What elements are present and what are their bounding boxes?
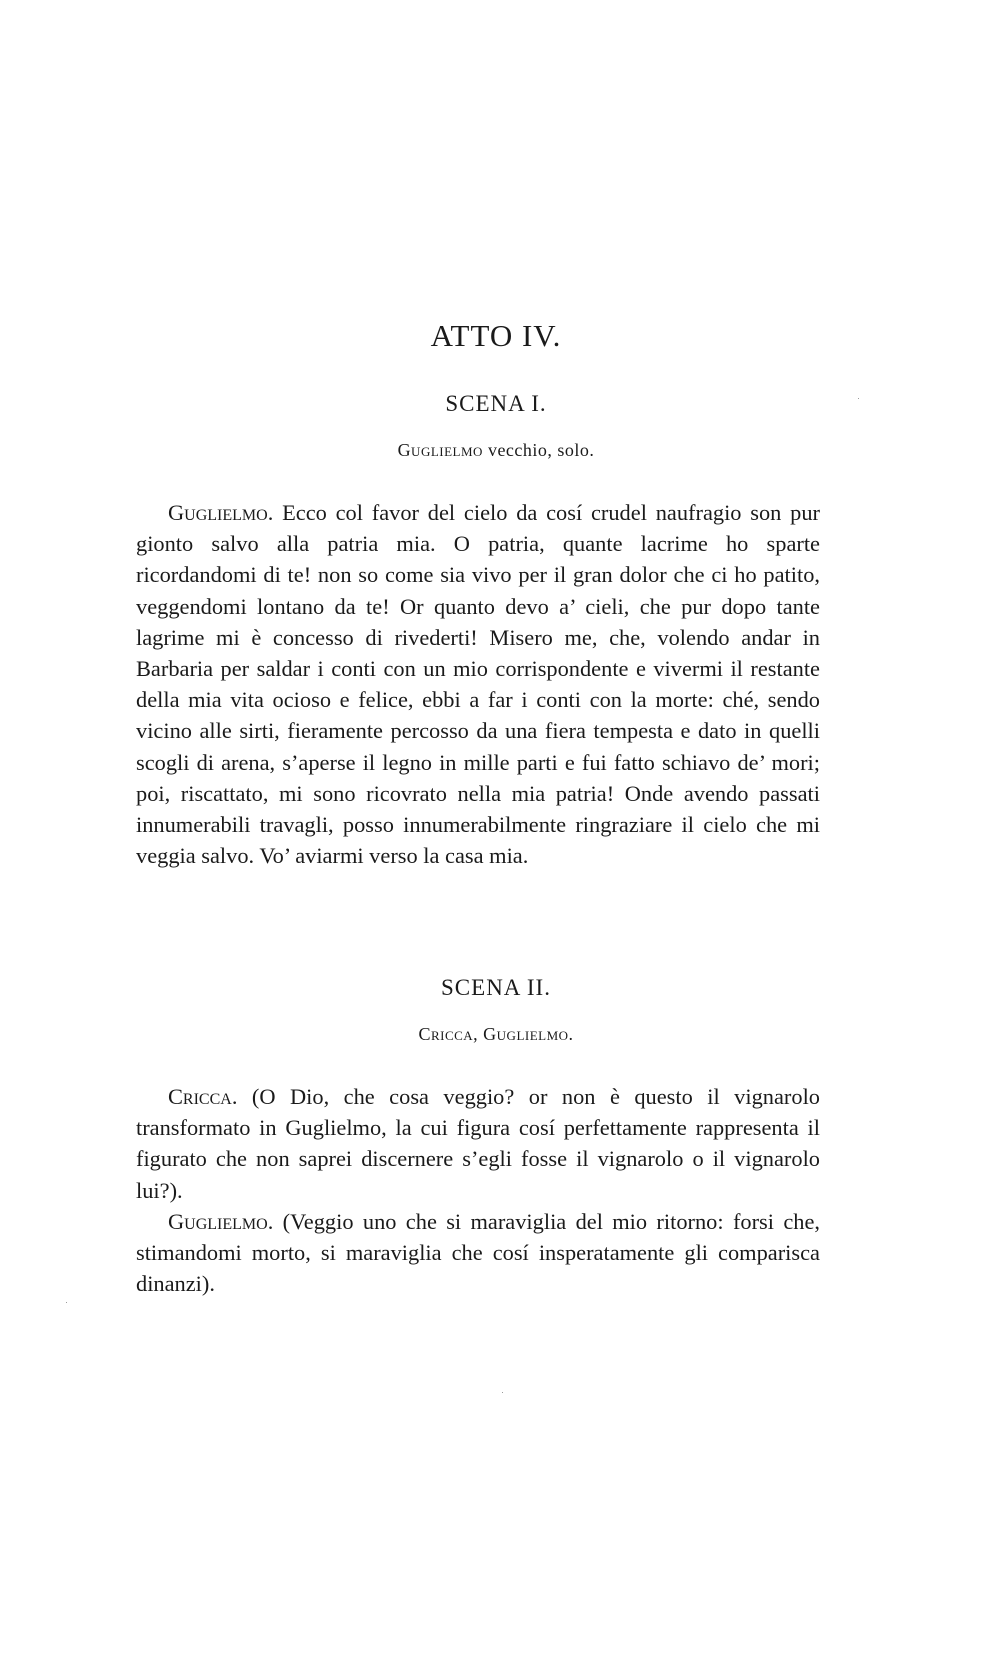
scene-1-character-name: Guglielmo [397,440,483,460]
scene-1-title: SCENA I. [445,391,547,416]
speech-text: (Veggio uno che si maraviglia del mio ritorno: forsi che, stimandomi morto, si maraviglia che cosí insperatamente gli comparisca dinanzi). [136,1208,820,1297]
speech-paragraph [136,497,820,871]
paper-speck [502,1392,503,1393]
speech-text: (O Dio, che cosa veggio? or non è questo il vignarolo transformato in Guglielmo, la cui figura cosí perfettamente rappresenta il figurato che non saprei discernere s’egli fosse il vignarolo o il vignarolo lui?). [136,1084,820,1203]
speaker-name: Guglielmo. [168,1208,274,1234]
paper-speck [66,1302,67,1303]
speaker-name: Cricca. [168,1084,238,1109]
speaker-name: Guglielmo. [168,500,274,525]
paper-speck [858,398,859,399]
scene-2-title: SCENA II. [441,975,551,1000]
scene-1-character-note: vecchio, solo. [482,440,595,460]
act-title: ATTO IV. [430,318,562,353]
speech-text: Ecco col favor del cielo da cosí crudel naufragio son pur gionto salvo alla patria mia. O patria, quante lacrime ho sparte ricordandomi di te! non so come sia vivo per il gran dolor che ci ho patito, veggendomi lontano da te! Or quanto devo a’ cieli, che pur dopo tante lagrime mi è concesso di rivederti! Misero me, che, volendo andar in Barbaria per saldar i conti con un mio corrispondente e vivermi il restante della mia vita ocioso e felice, ebbi a far i conti con la morte: ché, sendo vicino alle sirti, fieramente percosso da una fiera tempesta e dato in quelli scogli di arena, s’aperse il legno in mille parti e fui fatto schiavo de’ mori; poi, riscattato, mi sono ricovrato nella mia patria! Onde avendo passati innumerabili travagli, posso innumerabilmente ringraziare il cielo che mi veggia salvo. Vo’ aviarmi verso la casa mia. [136,500,820,869]
scene-2-characters: Cricca, Guglielmo. [418,1024,574,1044]
scene-1-text [136,497,820,871]
speech-paragraph [136,1081,820,1206]
scene-1-characters [0,440,984,461]
speech-paragraph [136,1206,820,1300]
scene-2-text [136,1081,820,1299]
